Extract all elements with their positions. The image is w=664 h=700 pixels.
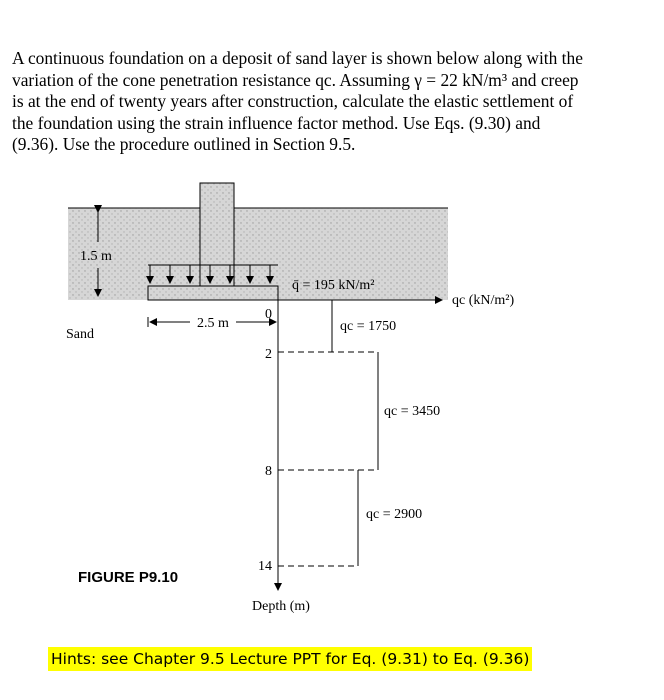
- problem-line: A continuous foundation on a deposit of sand layer is shown below along with the: [12, 48, 583, 68]
- qc-axis-label: qc (kN/m²): [452, 293, 515, 308]
- qc-value-label: qc = 3450: [384, 404, 441, 419]
- qc-value-label: qc = 1750: [340, 319, 397, 334]
- depth-tick: 2: [265, 347, 272, 362]
- qc-value-label: qc = 2900: [366, 507, 423, 522]
- qc-profile: [278, 300, 378, 566]
- problem-line: is at the end of twenty years after construction, calculate the elastic settlement of: [12, 91, 574, 111]
- foundation-column: [200, 183, 234, 286]
- depth-label: 1.5 m: [80, 249, 112, 264]
- problem-line: the foundation using the strain influence factor method. Use Eqs. (9.30) and: [12, 112, 541, 133]
- problem-line: variation of the cone penetration resistance qc. Assuming γ = 22 kN/m³ and creep: [12, 69, 579, 90]
- depth-tick: 14: [258, 559, 272, 574]
- problem-line: (9.36). Use the procedure outlined in Section 9.5.: [12, 134, 356, 154]
- depth-axis-label: Depth (m): [252, 599, 310, 614]
- hint-text: Hints: see Chapter 9.5 Lecture PPT for Eq. (9.31) to Eq. (9.36): [48, 647, 532, 671]
- width-label: 2.5 m: [197, 316, 229, 331]
- soil-label: Sand: [66, 327, 94, 342]
- figure-caption: FIGURE P9.10: [78, 569, 179, 586]
- load-label: q̄ = 195 kN/m²: [292, 278, 375, 293]
- foundation-footing: [148, 286, 278, 300]
- depth-tick: 0: [265, 307, 272, 322]
- depth-tick: 8: [265, 464, 272, 479]
